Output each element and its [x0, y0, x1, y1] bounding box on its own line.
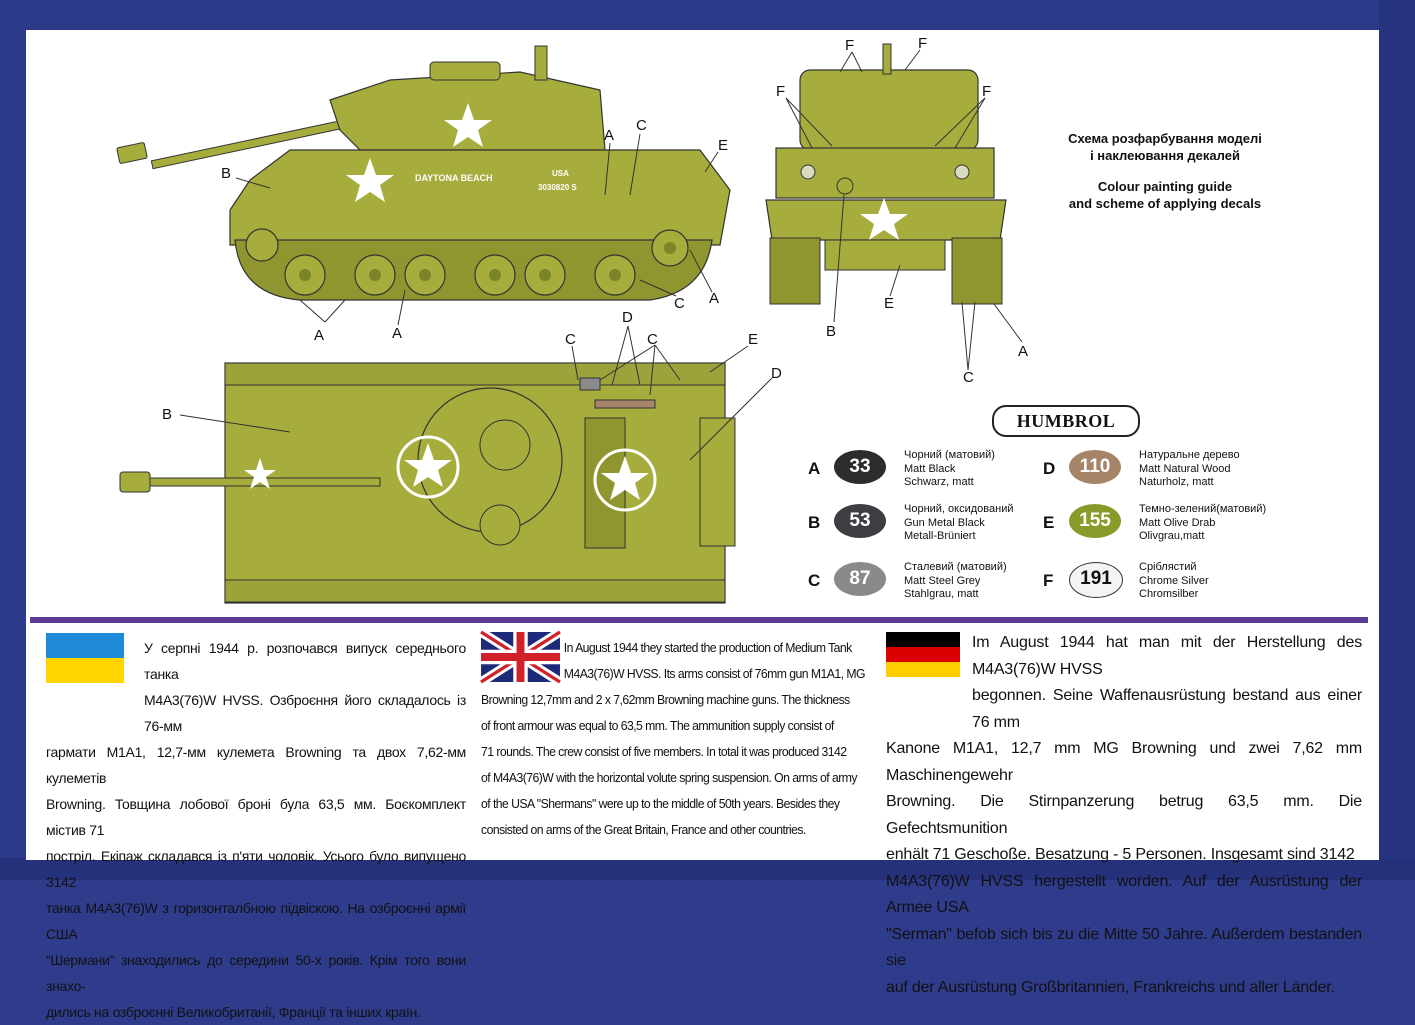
paint-swatch-f [1043, 561, 1283, 605]
paint-name-en: Gun Metal Black [904, 516, 985, 529]
paint-swatch-c [808, 561, 1048, 605]
callout-c-front: C [963, 369, 974, 386]
frame-right [1379, 0, 1415, 880]
paint-name-de: Olivgrau,matt [1139, 530, 1205, 542]
history-text-en [481, 635, 866, 843]
paint-name-en: Matt Black [904, 462, 956, 475]
paint-chip: 155 [1069, 504, 1121, 538]
ua-line: У серпні 1944 р. розпочався випуск середнього танка [144, 640, 466, 682]
scheme-title-en-1: Colour painting guide [1097, 179, 1233, 194]
callout-a-side-3: A [392, 325, 403, 342]
paint-name-ua: Чорний, оксидований [904, 503, 1014, 515]
paint-name-ua: Чорний (матовий) [904, 449, 995, 461]
callout-c-side-2: C [674, 295, 685, 312]
paint-name-en: Matt Olive Drab [1139, 516, 1216, 529]
paint-letter: A [808, 459, 821, 478]
callout-e-front: E [884, 295, 895, 312]
history-text-de [886, 630, 1362, 1001]
paint-name-de: Stahlgrau, matt [904, 588, 979, 600]
en-line: In August 1944 they started the production of Medium Tank [563, 640, 852, 655]
paint-name-en: Matt Steel Grey [904, 574, 981, 587]
paint-chip: 33 [834, 450, 886, 484]
tank-top-view [110, 309, 800, 610]
section-divider [30, 617, 1368, 623]
paint-letter: D [1043, 459, 1056, 478]
paint-chip: 110 [1069, 450, 1121, 484]
paint-swatch-e [1043, 503, 1283, 547]
frame-top [0, 0, 1415, 30]
callout-c-top-2: C [647, 331, 658, 348]
callout-b-front: B [826, 323, 837, 340]
de-line: Browning. Die Stirnpanzerung betrug 63,5 mm. Die Gefechtsmunition [886, 793, 1362, 837]
en-line: of front armour was equal to 63,5 mm. The ammunition supply consist of [481, 718, 834, 733]
callout-f-front-1: F [845, 37, 855, 54]
paint-names [1139, 449, 1240, 490]
paint-name-de: Metall-Brüniert [904, 530, 976, 542]
callout-b-top: B [162, 406, 173, 423]
en-line: 71 rounds. The crew consist of five members. In total it was produced 3142 [481, 744, 847, 759]
callout-a-front: A [1018, 343, 1029, 360]
paint-letter: B [808, 513, 821, 532]
callout-a-side-4: A [709, 290, 720, 307]
de-line: Kanone M1A1, 12,7 mm MG Browning und zwei 7,62 mm Maschinengewehr [886, 740, 1362, 784]
callout-f-front-4: F [982, 83, 992, 100]
callout-e-side: E [718, 137, 729, 154]
callout-a-side: A [604, 127, 615, 144]
ua-line: M4A3(76)W HVSS. Озброєння його складалось із 76-мм [144, 692, 466, 734]
history-text-ua [46, 635, 466, 1025]
en-line: of the USA "Shermans" were up to the middle of 50th years. Besides they [481, 796, 840, 811]
de-line: enhält 71 Geschoße. Besatzung - 5 Personen. Insgesamt sind 3142 [886, 846, 1355, 863]
side-marking-serial: 3030820 S [538, 183, 577, 192]
de-line: begonnen. Seine Waffenausrüstung bestand aus einer 76 mm [972, 687, 1362, 731]
callout-e-top: E [748, 331, 759, 348]
paint-name-ua: Темно-зелений(матовий) [1139, 503, 1267, 515]
frame-left [0, 0, 26, 880]
paint-name-de: Chromsilber [1139, 588, 1199, 600]
en-line: M4A3(76)W HVSS. Its arms consist of 76mm gun M1A1, MG [563, 666, 865, 681]
callout-c-side: C [636, 117, 647, 134]
paint-names [904, 503, 1013, 544]
de-line: Im August 1944 hat man mit der Herstellung des M4A3(76)W HVSS [972, 634, 1362, 678]
paint-chip: 53 [834, 504, 886, 538]
paint-name-en: Chrome Silver [1139, 574, 1209, 587]
humbrol-logo: HUMBROL [992, 405, 1140, 437]
tank-side-view [110, 40, 750, 350]
ua-line: Browning. Товщина лобової броні була 63,5 мм. Боєкомплект містив 71 [46, 796, 466, 838]
paint-name-de: Schwarz, matt [904, 476, 974, 488]
en-line: Browning 12,7mm and 2 x 7,62mm Browning machine guns. The thickness [481, 692, 850, 707]
callout-c-top: C [565, 331, 576, 348]
paint-swatch-d [1043, 449, 1283, 493]
de-line: auf der Ausrüstung Großbritannien, Frankreichs und aller Länder. [886, 978, 1335, 996]
paint-names [904, 449, 995, 490]
callout-b-side: B [221, 165, 232, 182]
ua-line: дились на озброєнні Великобританії, Франції та інших країн. [46, 1004, 421, 1020]
scheme-title-ua-2: і наклеювання декалей [1090, 148, 1240, 163]
paint-name-en: Matt Natural Wood [1139, 462, 1231, 475]
paint-swatch-b [808, 503, 1048, 547]
paint-chip: 191 [1069, 562, 1123, 598]
paint-letter: C [808, 571, 821, 590]
callout-d-top: D [622, 309, 633, 326]
paint-swatch-a [808, 449, 1048, 493]
paint-letter: E [1043, 513, 1055, 532]
paint-names [904, 561, 1007, 602]
de-line: "Serman" befob sich bis zu die Mitte 50 Jahre. Außerdem bestanden sie [886, 925, 1362, 969]
callout-f-front-3: F [776, 83, 786, 100]
paint-name-de: Naturholz, matt [1139, 476, 1214, 488]
paint-letter: F [1043, 571, 1054, 590]
ua-line: “Шермани” знаходились до середини 50-х років. Крім того вони знахо- [46, 952, 466, 994]
tank-front-view [760, 34, 1040, 390]
callout-d-top-2: D [771, 365, 782, 382]
de-line: M4A3(76)W HVSS hergestellt worden. Auf der Ausrüstung der Armee USA [886, 872, 1362, 916]
paint-names [1139, 503, 1266, 544]
side-marking-usa: USA [552, 169, 569, 178]
en-line: consisted on arms of the Great Britain, France and other countries. [481, 822, 806, 837]
scheme-title [1020, 130, 1310, 212]
ua-line: гармати М1А1, 12,7-мм кулемета Browning та двох 7,62-мм кулеметів [46, 744, 466, 786]
callout-a-side-2: A [314, 327, 325, 344]
paint-name-ua: Сталевий (матовий) [904, 561, 1007, 573]
scheme-title-en-2: and scheme of applying decals [1068, 196, 1262, 211]
en-line: of M4A3(76)W with the horizontal volute spring suspension. On arms of army [481, 770, 857, 785]
callout-f-front-2: F [918, 35, 928, 52]
scheme-title-ua-1: Схема розфарбування моделі [1068, 131, 1262, 146]
paint-name-ua: Натуральне дерево [1139, 449, 1240, 461]
paint-name-ua: Сріблястий [1139, 561, 1197, 573]
side-marking-name: DAYTONA BEACH [415, 173, 493, 183]
ua-line: постріл. Екіпаж складався із п'яти чоловік. Усього було випущено 3142 [46, 848, 466, 890]
ua-line: танка M4A3(76)W з горизонталбною підвіскою. На озброєнні армії США [46, 900, 466, 942]
paint-names [1139, 561, 1209, 602]
paint-chip: 87 [834, 562, 886, 596]
